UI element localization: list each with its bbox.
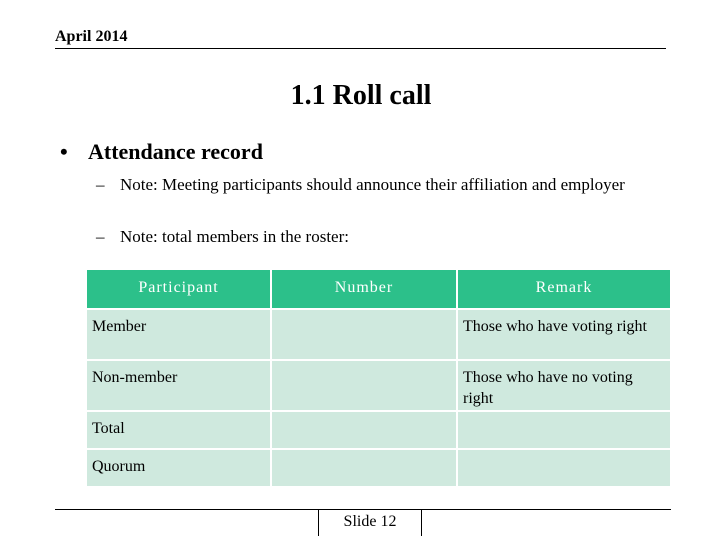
cell-remark — [457, 449, 671, 487]
cell-participant: Total — [86, 411, 271, 449]
cell-participant: Quorum — [86, 449, 271, 487]
table-row-quorum — [86, 449, 671, 487]
header-divider — [55, 48, 666, 49]
column-header-remark: Remark — [457, 269, 671, 309]
table-row-member — [86, 309, 671, 360]
bullet-attendance — [60, 139, 263, 165]
cell-number — [271, 309, 457, 360]
subitem-marker: – — [96, 175, 105, 194]
slide-number: Slide 12 — [318, 509, 422, 536]
table-row-total — [86, 411, 671, 449]
bullet-marker: • — [60, 139, 68, 164]
cell-remark: Those who have no voting right — [457, 360, 671, 411]
slide-title-text: 1.1 Roll call — [290, 80, 432, 111]
subitem-note-participants — [96, 174, 656, 195]
cell-participant: Non-member — [86, 360, 271, 411]
cell-remark — [457, 411, 671, 449]
subitem-note-roster — [96, 226, 656, 247]
table-row-non-member — [86, 360, 671, 411]
cell-participant: Member — [86, 309, 271, 360]
column-header-number: Number — [271, 269, 457, 309]
bullet-text: Attendance record — [88, 139, 263, 164]
cell-number — [271, 411, 457, 449]
subitem-marker: – — [96, 227, 105, 246]
cell-number — [271, 449, 457, 487]
attendance-table — [85, 268, 672, 488]
slide-title — [0, 80, 720, 112]
subitem-text: Note: total members in the roster: — [120, 227, 349, 246]
header-date: April 2014 — [55, 28, 128, 45]
table-header-row — [86, 269, 671, 309]
cell-number — [271, 360, 457, 411]
subitem-text: Note: Meeting participants should announce their affiliation and employer — [120, 175, 625, 194]
column-header-participant: Participant — [86, 269, 271, 309]
cell-remark: Those who have voting right — [457, 309, 671, 360]
